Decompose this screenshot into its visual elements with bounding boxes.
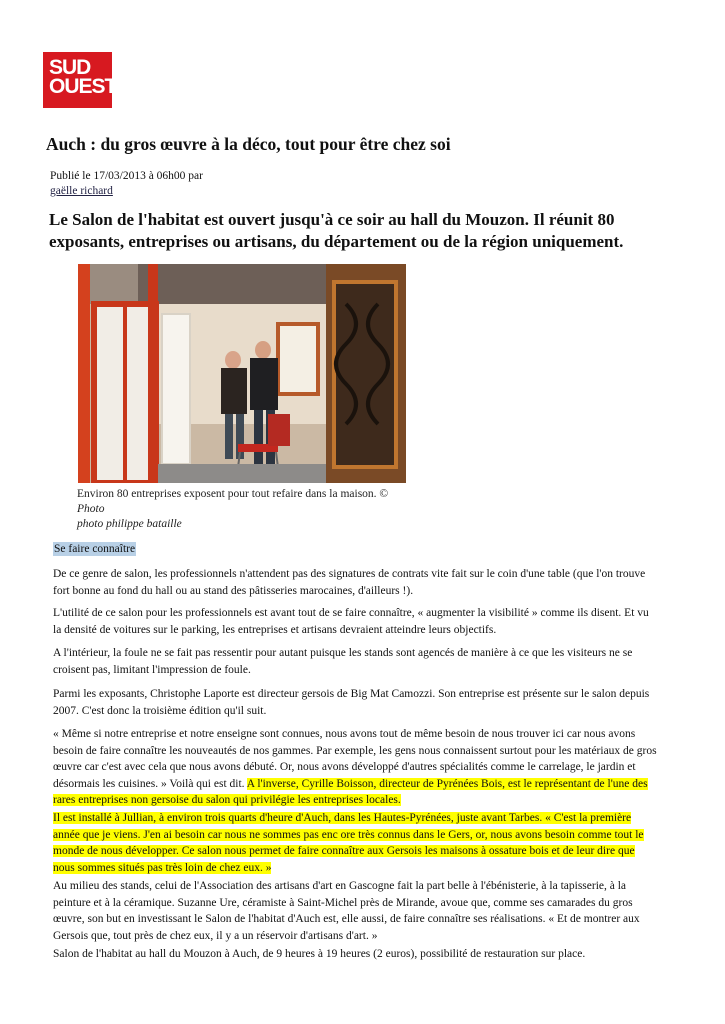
author-link[interactable]: gaëlle richard	[50, 185, 113, 197]
logo-line-2: OUEST	[49, 75, 117, 98]
paragraph-8: Salon de l'habitat au hall du Mouzon à Auch, de 9 heures à 19 heures (2 euros), possibilité de restauration sur place.	[53, 948, 586, 960]
paragraph-5-text: « Même si notre entreprise et notre enseigne sont connues, nous avons tout de même besoin de nous trouver ici car nous avons besoin de faire connaître les nouveautés de nos gammes. Par exemple, les gens nous connaissent surtout pour les matériaux de gros œuvre car c'est avec cela que nous avons débuté. Or, nous avons développé d'autres spécialités comme le carrelage, le jardin et désormais les cuisines. » Voilà qui est dit.	[53, 728, 657, 790]
caption-credit-2: photo philippe bataille	[77, 518, 182, 530]
paragraph-5	[53, 726, 658, 809]
paragraph-7: Au milieu des stands, celui de l'Association des artisans d'art en Gascogne fait la part belle à l'ébénisterie, à la tapisserie, à la peinture et à la céramique. Suzanne Ure, céramiste à Saint-Michel près de Mirande, avoue que, comme ses camarades du gros œuvre, son but en investissant le Salon de l'habitat d'Auch est, elle aussi, de faire connaître ses réalisations. « Et de montrer aux Gersois que, tout près de chez eux, il y a un réservoir d'artisans d'art. »	[53, 880, 640, 942]
paragraph-5-highlight: A l'inverse, Cyrille Boisson, directeur de Pyrénées Bois, est le représentant de l'une des rares entreprises non gersoise du salon qui privilégie les entreprises locales.	[53, 777, 648, 806]
article-photo	[78, 264, 406, 483]
logo-line-1: SUD	[49, 56, 91, 79]
published-date: Publié le 17/03/2013 à 06h00 par	[50, 170, 203, 182]
paragraph-1: De ce genre de salon, les professionnels n'attendent pas des signatures de contrats vite fait sur le coin d'une table (que l'on trouve fort bonne au fond du hall ou au stand des pâtisseries marocaines, d'ailleurs !).	[53, 568, 646, 597]
section-subheading: Se faire connaître	[54, 543, 136, 555]
caption-text: Environ 80 entreprises exposent pour tout refaire dans la maison. ©	[77, 488, 389, 500]
article-title: Auch : du gros œuvre à la déco, tout pour être chez soi	[46, 134, 451, 154]
paragraph-6-highlight: Il est installé à Jullian, à environ trois quarts d'heure d'Auch, dans les Hautes-Pyrénées, juste avant Tarbes. « C'est la première année que je viens. J'en ai besoin car nous ne sommes pas enc ore très connus dans le Gers, or, nous avons besoin comme tout le monde de nous développer. Ce salon nous permet de faire connaître aux Gersois les maisons à ossature bois et de leur dire que nous sommes situés pas très loin de chez eux. »	[53, 812, 644, 874]
article-meta	[50, 169, 203, 199]
paragraph-6	[53, 810, 658, 876]
photo-caption	[77, 487, 417, 532]
caption-credit-1: Photo	[77, 503, 105, 515]
article-lead: Le Salon de l'habitat est ouvert jusqu'à ce soir au hall du Mouzon. Il réunit 80 exposants, entreprises ou artisans, du département ou de la région uniquement.	[49, 210, 624, 251]
paragraph-4: Parmi les exposants, Christophe Laporte est directeur gersois de Big Mat Camozzi. Son entreprise est présente sur le salon depuis 2007. C'est donc la troisième édition qu'il suit.	[53, 688, 650, 717]
paragraph-2: L'utilité de ce salon pour les professionnels est avant tout de se faire connaître, « augmenter la visibilité » comme ils disent. Et vu la densité de voitures sur le parking, les entreprises et artisans devraient atteindre leurs objectifs.	[53, 607, 649, 636]
paragraph-3: A l'intérieur, la foule ne se fait pas ressentir pour autant puisque les stands sont agencés de manière à ce que les visiteurs ne se croisent pas, limitant l'impression de foule.	[53, 647, 633, 676]
sud-ouest-logo	[43, 52, 117, 108]
